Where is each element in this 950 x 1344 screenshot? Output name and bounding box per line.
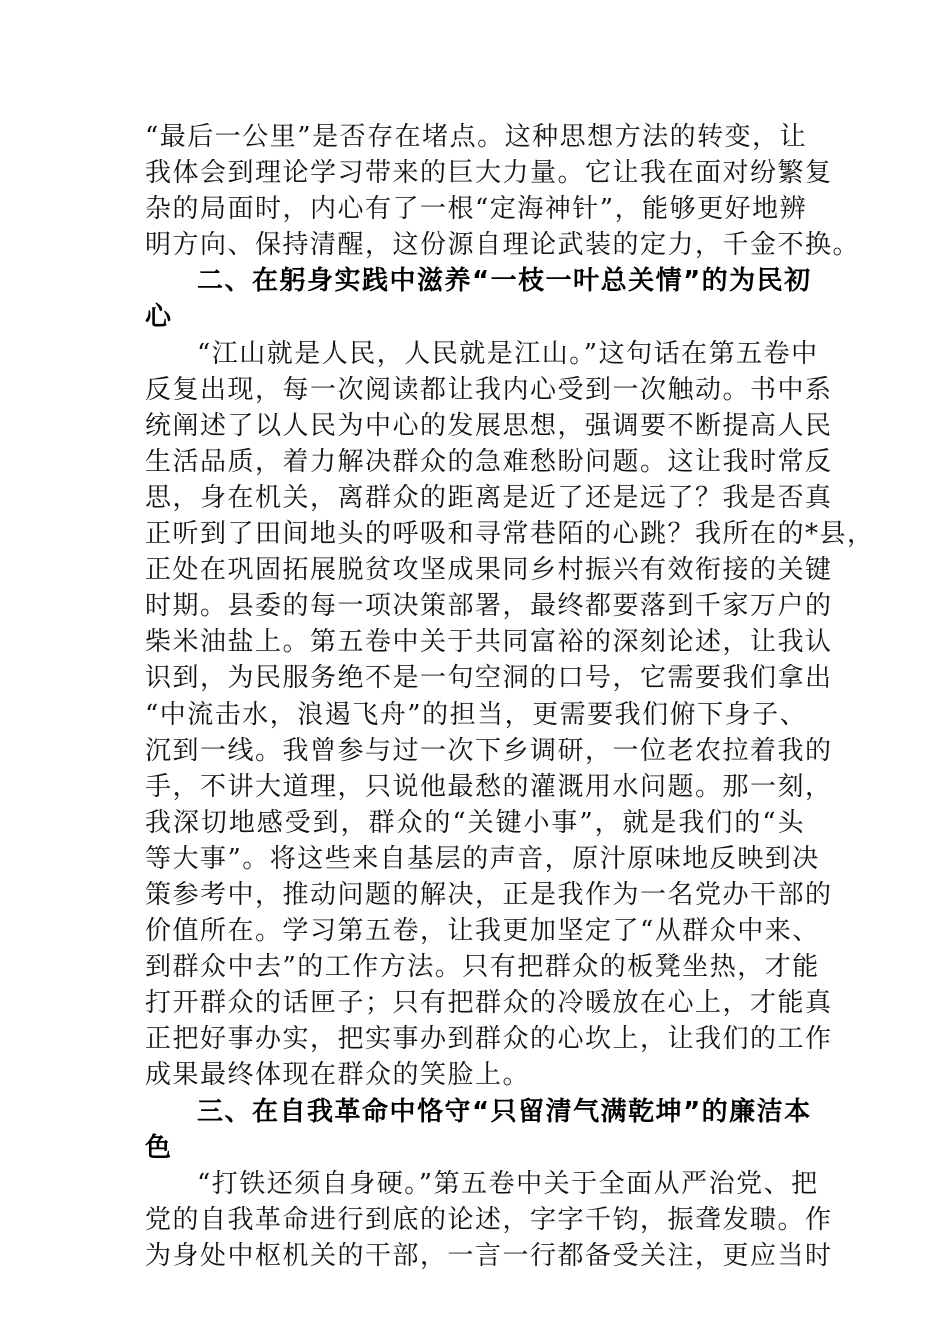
body-line: 价值所在。学习第五卷，让我更加坚定了“从群众中来、 [145,916,820,947]
body-line: 我体会到理论学习带来的巨大力量。它让我在面对纷繁复 [145,158,833,189]
body-line: 明方向、保持清醒，这份源自理论武装的定力，千金不换。 [145,230,861,261]
body-line: 正把好事办实，把实事办到群众的心坎上，让我们的工作 [145,1024,833,1055]
body-line: 时期。县委的每一项决策部署，最终都要落到千家万户的 [145,591,833,622]
body-line: “最后一公里”是否存在堵点。这种思想方法的转变，让 [145,122,808,152]
paragraph-first-line: “江山就是人民，人民就是江山。”这句话在第五卷中 [197,338,819,369]
body-line: 手，不讲大道理，只说他最愁的灌溉用水问题。那一刻， [145,771,833,802]
body-line: 为身处中枢机关的干部，一言一行都备受关注，更应当时 [145,1240,833,1271]
body-line: 柴米油盐上。第五卷中关于共同富裕的深刻论述，让我认 [145,627,833,658]
body-line: 生活品质，着力解决群众的急难愁盼问题。这让我时常反 [145,446,833,477]
body-line: “中流击水，浪遏飞舟”的担当，更需要我们俯下身子、 [145,699,808,730]
body-line: 策参考中，推动问题的解决，正是我作为一名党办干部的 [145,879,833,910]
paragraph-first-line: “打铁还须自身硬。”第五卷中关于全面从严治党、把 [197,1168,819,1199]
section-heading-continuation: 色 [145,1132,173,1163]
body-line: 识到，为民服务绝不是一句空洞的口号，它需要我们拿出 [145,663,833,694]
body-line: 正听到了田间地头的呼吸和寻常巷陌的心跳？我所在的*县， [145,519,875,550]
document-body [145,119,875,1274]
body-line: 思，身在机关，离群众的距离是近了还是远了？我是否真 [145,482,833,513]
body-line: 党的自我革命进行到底的论述，字字千钧，振聋发聩。作 [145,1204,833,1235]
body-line: 杂的局面时，内心有了一根“定海神针”，能够更好地辨 [145,194,808,225]
paragraph-last-line: 成果最终体现在群众的笑脸上。 [145,1060,531,1091]
section-heading: 二、在躬身实践中滋养“一枝一叶总关情”的为民初 [197,266,812,297]
section-heading: 三、在自我革命中恪守“只留清气满乾坤”的廉洁本 [197,1096,812,1127]
section-heading-continuation: 心 [145,302,173,333]
body-line: 统阐述了以人民为中心的发展思想，强调要不断提高人民 [145,410,833,441]
body-line: 反复出现，每一次阅读都让我内心受到一次触动。书中系 [145,374,833,405]
body-line: 正处在巩固拓展脱贫攻坚成果同乡村振兴有效衔接的关键 [145,555,833,586]
body-line: 等大事”。将这些来自基层的声音，原汁原味地反映到决 [145,843,820,874]
body-line: 到群众中去”的工作方法。只有把群众的板凳坐热，才能 [145,952,820,983]
body-line: 打开群众的话匣子；只有把群众的冷暖放在心上，才能真 [145,988,833,1019]
body-line: 我深切地感受到，群众的“关键小事”，就是我们的“头 [145,807,805,838]
body-line: 沉到一线。我曾参与过一次下乡调研，一位老农拉着我的 [145,735,833,766]
